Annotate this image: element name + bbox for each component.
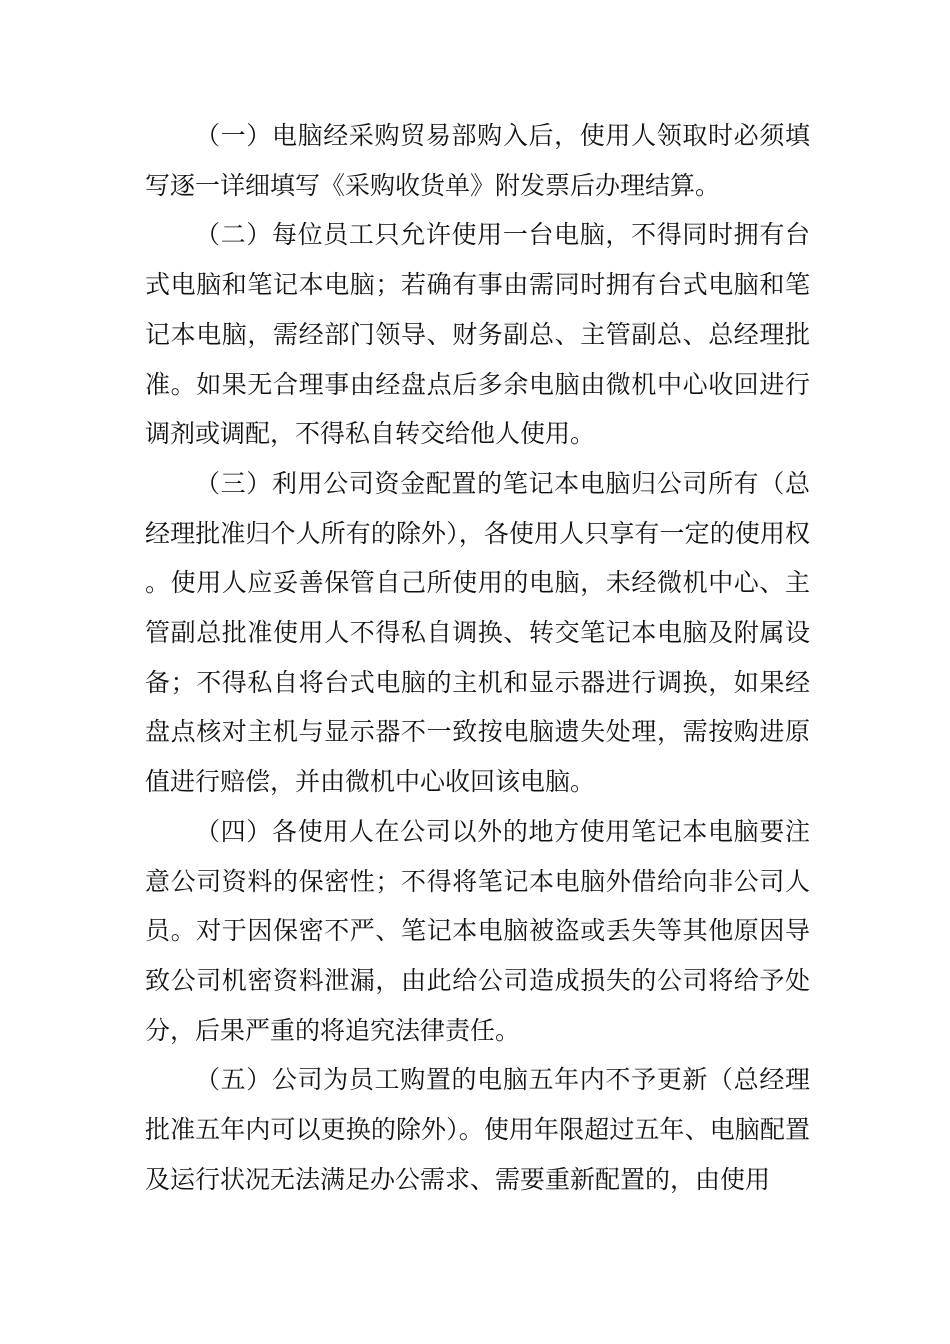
paragraph-4: （四）各使用人在公司以外的地方使用笔记本电脑要注意公司资料的保密性；不得将笔记本电脑外借给向非公司人员。对于因保密不严、笔记本电脑被盗或丢失等其他原因导致公司机密资料泄漏，由此给公司造成损失的公司将给予处分，后果严重的将追究法律责任。 bbox=[145, 816, 810, 1045]
paragraph-5: （五）公司为员工购置的电脑五年内不予更新（总经理批准五年内可以更换的除外）。使用年限超过五年、电脑配置及运行状况无法满足办公需求、需要重新配置的，由使用 bbox=[145, 1065, 810, 1194]
paragraph-2: （二）每位员工只允许使用一台电脑，不得同时拥有台式电脑和笔记本电脑；若确有事由需同时拥有台式电脑和笔记本电脑，需经部门领导、财务副总、主管副总、总经理批准。如果无合理事由经盘点后多余电脑由微机中心收回进行调剂或调配，不得私自转交给他人使用。 bbox=[145, 220, 810, 449]
document-body bbox=[145, 111, 810, 1204]
paragraph-1: （一）电脑经采购贸易部购入后，使用人领取时必须填写逐一详细填写《采购收货单》附发票后办理结算。 bbox=[145, 121, 810, 200]
paragraph-3: （三）利用公司资金配置的笔记本电脑归公司所有（总经理批准归个人所有的除外），各使用人只享有一定的使用权。使用人应妥善保管自己所使用的电脑，未经微机中心、主管副总批准使用人不得私自调换、转交笔记本电脑及附属设备；不得私自将台式电脑的主机和显示器进行调换，如果经盘点核对主机与显示器不一致按电脑遗失处理，需按购进原值进行赔偿，并由微机中心收回该电脑。 bbox=[145, 468, 810, 797]
